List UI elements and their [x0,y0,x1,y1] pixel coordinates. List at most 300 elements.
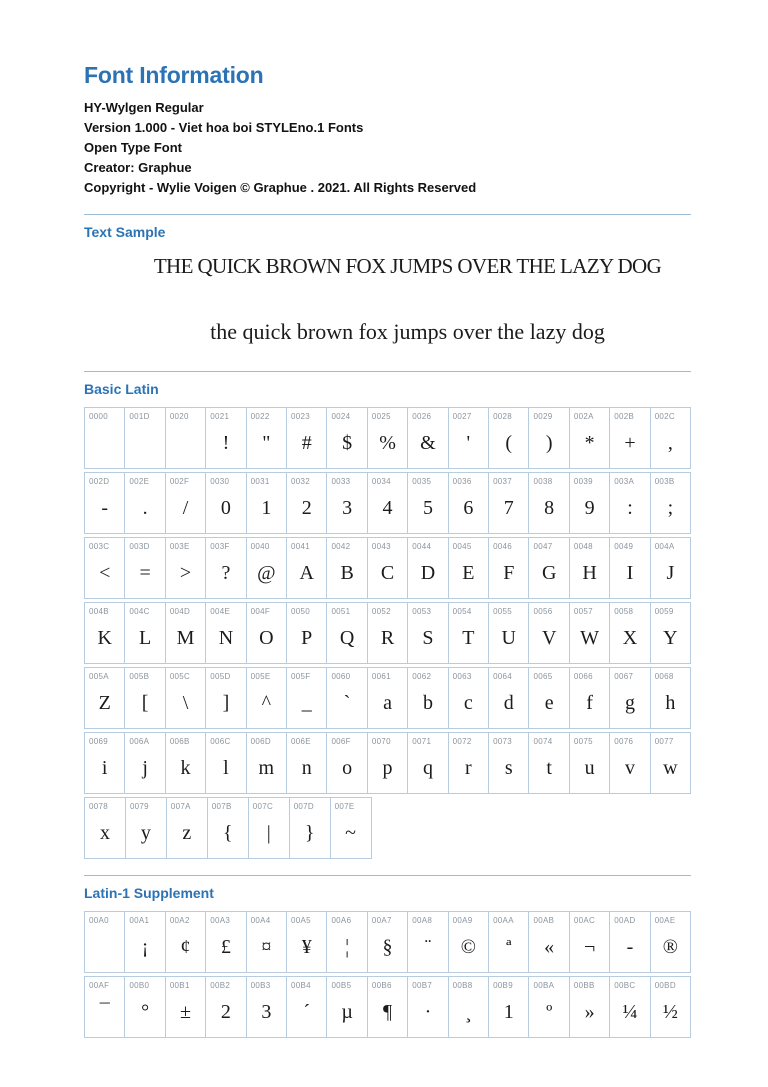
cell-code-label: 0025 [371,412,391,421]
glyph-cell-0078 [84,797,125,859]
cell-glyph: ° [141,1000,150,1023]
cell-code-label: 00AE [654,916,676,925]
section-heading-latin1-supplement: Latin-1 Supplement [84,885,214,901]
cell-glyph: ¡ [141,935,149,958]
cell-glyph: 2 [301,496,312,519]
glyph-cell-00A8 [407,911,447,973]
cell-code-label: 00B2 [210,981,231,990]
cell-code-label: 003B [654,477,675,486]
cell-glyph [85,925,124,972]
glyph-cell-00BD [650,976,691,1038]
glyph-cell-0041 [286,537,326,599]
cell-glyph: B [340,561,354,584]
glyph-cell-006E [286,732,326,794]
cell-glyph: N [218,626,234,649]
cell-code-label: 0031 [250,477,270,486]
cell-glyph: S [422,626,434,649]
cell-code-label: 00AD [614,916,636,925]
cell-glyph: 4 [382,496,393,519]
glyph-cell-0055 [488,602,528,664]
glyph-cell-00A1 [124,911,164,973]
cell-code-label: 0022 [250,412,270,421]
cell-code-label: 0032 [291,477,311,486]
cell-glyph: j [142,756,148,779]
glyph-cell-00BA [528,976,568,1038]
cell-code-label: 003E [169,542,190,551]
glyph-cell-0073 [488,732,528,794]
cell-glyph: ® [662,935,678,958]
cell-code-label: 0067 [614,672,634,681]
glyph-cell-00BB [569,976,609,1038]
cell-glyph: Y [663,626,678,649]
glyph-cell-0043 [367,537,407,599]
cell-glyph: k [180,756,191,779]
glyph-cell-006F [326,732,366,794]
cell-glyph: | [266,821,271,844]
cell-code-label: 00B0 [129,981,150,990]
glyph-cell-0060 [326,667,366,729]
cell-code-label: 0033 [331,477,351,486]
cell-glyph: ¬ [583,935,596,958]
cell-glyph: L [139,626,152,649]
cell-code-label: 0041 [291,542,311,551]
cell-code-label: 00A2 [169,916,190,925]
cell-glyph: ! [222,431,230,454]
glyph-cell-005B [124,667,164,729]
cell-glyph: H [582,561,597,584]
cell-glyph [125,421,164,468]
cell-glyph: ª [506,935,512,958]
cell-code-label: 002C [654,412,676,421]
glyph-cell-00A0 [84,911,124,973]
glyph-cell-0023 [286,407,326,469]
cell-code-label: 0027 [452,412,472,421]
glyph-row [84,602,691,664]
cell-glyph: + [624,431,636,454]
glyph-row [84,732,691,794]
cell-code-label: 0056 [533,607,553,616]
sample-uppercase-pangram: THE QUICK BROWN FOX JUMPS OVER THE LAZY DOG [153,254,662,278]
glyph-cell-0057 [569,602,609,664]
cell-glyph: ~ [345,821,356,844]
cell-glyph: X [622,626,638,649]
glyph-cell-002D [84,472,124,534]
glyph-cell-00B3 [246,976,286,1038]
glyph-cell-00A9 [448,911,488,973]
cell-glyph: I [626,561,634,584]
glyph-cell-005D [205,667,245,729]
cell-glyph: . [142,496,148,519]
cell-code-label: 00BB [573,981,595,990]
glyph-cell-006D [246,732,286,794]
cell-glyph: O [259,626,274,649]
glyph-row [84,407,691,469]
cell-glyph: µ [341,1000,353,1023]
cell-glyph: { [222,821,233,844]
cell-code-label: 0078 [89,802,108,811]
cell-code-label: 003D [129,542,150,551]
empty-cell [571,797,611,859]
glyph-cell-0030 [205,472,245,534]
cell-glyph: ¼ [622,1000,638,1023]
glyph-cell-00AB [528,911,568,973]
cell-glyph: D [420,561,436,584]
glyph-row [84,911,691,973]
cell-glyph: f [586,691,593,714]
cell-code-label: 006B [169,737,190,746]
glyph-cell-00A5 [286,911,326,973]
glyph-cell-0024 [326,407,366,469]
cell-code-label: 00B4 [291,981,311,990]
cell-glyph: a [383,691,392,714]
cell-glyph: - [626,935,634,958]
cell-glyph: U [501,626,516,649]
cell-glyph: c [463,691,473,714]
cell-glyph: p [382,756,393,779]
cell-code-label: 0029 [533,412,553,421]
cell-glyph: r [465,756,472,779]
glyph-cell-005C [165,667,205,729]
cell-code-label: 0030 [210,477,230,486]
cell-code-label: 00BA [533,981,555,990]
glyph-cell-0058 [609,602,649,664]
cell-glyph: 7 [503,496,514,519]
section-divider [84,371,691,372]
glyph-row [84,472,691,534]
cell-code-label: 00A7 [371,916,392,925]
glyph-cell-0052 [367,602,407,664]
cell-glyph: i [101,756,108,779]
cell-code-label: 007B [211,802,232,811]
cell-glyph: 6 [463,496,474,519]
cell-code-label: 007D [293,802,315,811]
cell-glyph: ´ [303,1000,311,1023]
empty-cell [491,797,531,859]
glyph-cell-0032 [286,472,326,534]
glyph-cell-00B6 [367,976,407,1038]
glyph-cell-00B7 [407,976,447,1038]
cell-code-label: 0055 [493,607,513,616]
cell-code-label: 00B8 [452,981,473,990]
cell-glyph: º [546,1000,553,1023]
cell-glyph: x [99,821,110,844]
cell-code-label: 007C [252,802,274,811]
glyph-cell-00B9 [488,976,528,1038]
page-title: Font Information [84,62,264,88]
empty-cell [531,797,571,859]
cell-code-label: 0068 [654,672,674,681]
glyph-cell-003C [84,537,124,599]
cell-code-label: 00B3 [250,981,271,990]
empty-cell [611,797,651,859]
cell-glyph: J [666,561,675,584]
cell-glyph: \ [182,691,189,714]
cell-glyph: P [301,626,313,649]
glyph-cell-004E [205,602,245,664]
cell-code-label: 0064 [493,672,513,681]
cell-glyph: # [301,431,312,454]
glyph-cell-005F [286,667,326,729]
glyph-cell-003A [609,472,649,534]
cell-glyph: ¸ [465,1000,472,1023]
glyph-cell-002A [569,407,609,469]
glyph-cell-0038 [528,472,568,534]
cell-code-label: 002B [614,412,635,421]
glyph-cell-002B [609,407,649,469]
cell-glyph: ' [466,431,471,454]
glyph-cell-004A [650,537,691,599]
glyph-cell-0079 [125,797,166,859]
cell-glyph: ¥ [301,935,312,958]
cell-code-label: 00A0 [89,916,109,925]
cell-glyph: < [99,561,111,584]
cell-glyph: b [422,691,433,714]
section-heading-basic-latin: Basic Latin [84,381,159,397]
cell-glyph: n [301,756,312,779]
cell-code-label: 0047 [533,542,553,551]
cell-glyph: > [179,561,192,584]
glyph-cell-002E [124,472,164,534]
glyph-cell-0077 [650,732,691,794]
cell-code-label: 0040 [250,542,270,551]
glyph-cell-0020 [165,407,205,469]
glyph-cell-0037 [488,472,528,534]
glyph-cell-0054 [448,602,488,664]
section-divider [84,875,691,876]
glyph-cell-003D [124,537,164,599]
cell-glyph: - [101,496,109,519]
empty-cell [651,797,691,859]
cell-code-label: 0060 [331,672,351,681]
cell-glyph: q [422,756,433,779]
cell-glyph: ± [180,1000,191,1023]
cell-code-label: 0044 [412,542,432,551]
glyph-cell-0069 [84,732,124,794]
glyph-cell-00A4 [246,911,286,973]
font-version-line: Version 1.000 - Viet hoa boi STYLEno.1 Fonts [84,120,364,135]
glyph-cell-003B [650,472,691,534]
cell-glyph: l [223,756,229,779]
cell-code-label: 007A [170,802,191,811]
cell-code-label: 0037 [493,477,513,486]
cell-glyph: 2 [220,1000,231,1023]
cell-code-label: 00B1 [169,981,190,990]
cell-code-label: 00AC [573,916,596,925]
cell-code-label: 0049 [614,542,634,551]
cell-code-label: 0052 [371,607,391,616]
cell-glyph: ; [667,496,674,519]
glyph-cell-0062 [407,667,447,729]
cell-code-label: 00B6 [371,981,392,990]
cell-glyph: F [503,561,515,584]
cell-code-label: 0074 [533,737,553,746]
cell-glyph: ^ [261,691,272,714]
cell-code-label: 0038 [533,477,553,486]
cell-code-label: 0077 [654,737,674,746]
cell-glyph: } [304,821,315,844]
glyph-cell-0040 [246,537,286,599]
cell-code-label: 0072 [452,737,472,746]
cell-glyph: 0 [220,496,231,519]
cell-code-label: 005D [210,672,231,681]
cell-code-label: 005B [129,672,150,681]
cell-glyph: @ [257,561,276,584]
glyph-cell-00B5 [326,976,366,1038]
cell-code-label: 0065 [533,672,553,681]
cell-code-label: 00B5 [331,981,352,990]
glyph-cell-003F [205,537,245,599]
glyph-cell-0049 [609,537,649,599]
cell-glyph: ¦ [345,935,350,958]
glyph-cell-005E [246,667,286,729]
cell-code-label: 0048 [573,542,593,551]
glyph-cell-0056 [528,602,568,664]
cell-code-label: 0043 [371,542,391,551]
glyph-cell-00B0 [124,976,164,1038]
glyph-cell-007A [166,797,207,859]
glyph-cell-0036 [448,472,488,534]
cell-code-label: 00BD [654,981,676,990]
glyph-cell-0068 [650,667,691,729]
cell-code-label: 0050 [291,607,311,616]
cell-glyph: T [462,626,475,649]
cell-glyph: s [504,756,513,779]
cell-code-label: 005C [169,672,191,681]
glyph-cell-001D [124,407,164,469]
glyph-cell-00B2 [205,976,245,1038]
cell-code-label: 0051 [331,607,351,616]
glyph-cell-0053 [407,602,447,664]
cell-glyph: ( [505,431,513,454]
glyph-cell-0047 [528,537,568,599]
section-divider [84,214,691,215]
cell-code-label: 00A8 [412,916,433,925]
cell-glyph: , [667,431,673,454]
cell-code-label: 006C [210,737,231,746]
font-creator-line: Creator: Graphue [84,160,192,175]
glyph-cell-0066 [569,667,609,729]
glyph-cell-0061 [367,667,407,729]
font-info-block [84,98,691,198]
cell-glyph: ¯ [99,1000,110,1023]
cell-code-label: 002D [89,477,110,486]
cell-glyph: h [665,691,676,714]
glyph-row [84,976,691,1038]
cell-glyph: t [546,756,552,779]
glyph-cell-00A6 [326,911,366,973]
cell-glyph: = [139,561,151,584]
cell-glyph: ¶ [383,1000,393,1023]
cell-code-label: 0039 [573,477,593,486]
glyph-cell-0022 [246,407,286,469]
glyph-row [84,667,691,729]
cell-glyph: " [262,431,271,454]
cell-glyph: § [382,935,393,958]
glyph-cell-002C [650,407,691,469]
cell-code-label: 0045 [452,542,472,551]
glyph-cell-0046 [488,537,528,599]
glyph-cell-0033 [326,472,366,534]
content-area [84,62,691,1038]
cell-code-label: 0076 [614,737,634,746]
cell-glyph: K [97,626,112,649]
cell-glyph: 9 [584,496,595,519]
latin1-supplement-grid [84,911,691,1038]
cell-code-label: 001D [129,412,150,421]
glyph-cell-0045 [448,537,488,599]
cell-code-label: 007E [334,802,355,811]
cell-code-label: 0066 [573,672,593,681]
glyph-cell-00B1 [165,976,205,1038]
cell-glyph: £ [220,935,231,958]
cell-code-label: 003F [210,542,230,551]
font-type-line: Open Type Font [84,140,182,155]
cell-glyph: % [379,431,396,454]
glyph-cell-00AD [609,911,649,973]
cell-glyph: ¨ [424,935,432,958]
cell-glyph: & [420,431,436,454]
cell-glyph: » [584,1000,595,1023]
cell-code-label: 002F [169,477,190,486]
cell-code-label: 0075 [573,737,593,746]
cell-code-label: 0063 [452,672,472,681]
glyph-cell-005A [84,667,124,729]
cell-code-label: 0036 [452,477,472,486]
cell-code-label: 0000 [89,412,108,421]
glyph-cell-006A [124,732,164,794]
cell-glyph: d [503,691,514,714]
glyph-cell-0067 [609,667,649,729]
glyph-cell-0035 [407,472,447,534]
glyph-cell-007D [289,797,330,859]
glyph-cell-0031 [246,472,286,534]
glyph-cell-0065 [528,667,568,729]
glyph-cell-00AE [650,911,691,973]
cell-glyph: A [299,561,314,584]
cell-code-label: 0020 [169,412,189,421]
cell-code-label: 0079 [129,802,149,811]
empty-cell [412,797,452,859]
glyph-cell-00A2 [165,911,205,973]
cell-glyph: e [544,691,554,714]
cell-glyph [166,421,205,468]
glyph-cell-00AF [84,976,124,1038]
cell-code-label: 00AA [493,916,514,925]
cell-glyph: « [544,935,555,958]
cell-code-label: 00A4 [250,916,271,925]
cell-code-label: 0034 [371,477,391,486]
glyph-cell-004D [165,602,205,664]
cell-code-label: 002E [129,477,150,486]
glyph-cell-0070 [367,732,407,794]
cell-code-label: 006D [250,737,271,746]
cell-glyph: 3 [342,496,353,519]
cell-code-label: 0024 [331,412,351,421]
cell-code-label: 00B7 [412,981,433,990]
cell-code-label: 0028 [493,412,513,421]
cell-code-label: 003A [614,477,635,486]
cell-glyph: 1 [503,1000,514,1023]
cell-code-label: 005F [291,672,311,681]
cell-code-label: 0035 [412,477,432,486]
cell-glyph: $ [342,431,353,454]
cell-code-label: 00AF [89,981,110,990]
glyph-cell-00BC [609,976,649,1038]
cell-code-label: 003C [89,542,110,551]
cell-glyph: m [258,756,275,779]
glyph-cell-0074 [528,732,568,794]
cell-glyph: © [460,935,476,958]
